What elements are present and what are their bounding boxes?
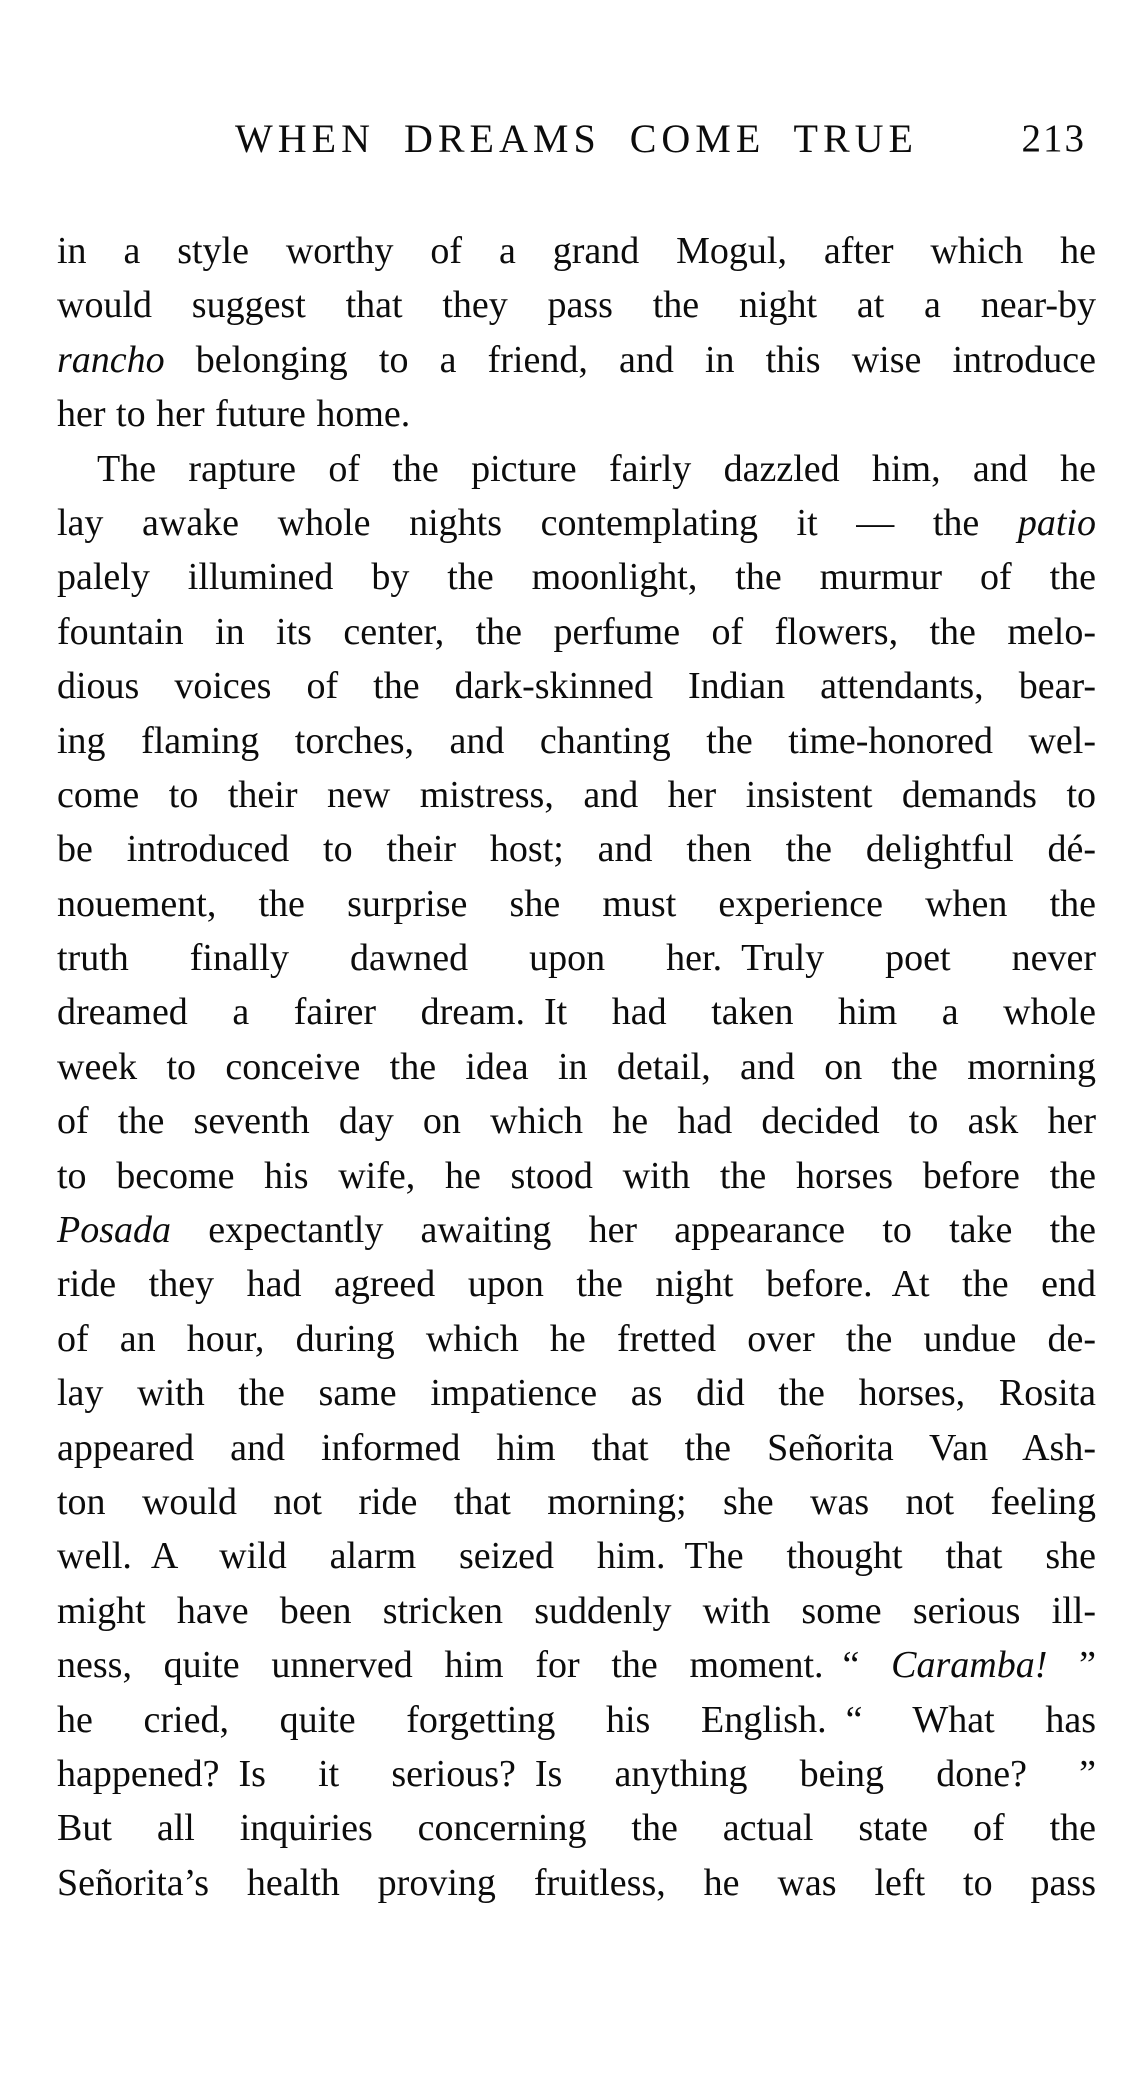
text-line xyxy=(57,442,1096,496)
text-segment: her to her future home. xyxy=(57,393,411,436)
text-segment: he cried, quite forgetting his English. “ What has xyxy=(57,1698,1096,1741)
text-line xyxy=(57,224,1096,278)
text-segment: But all inquiries concerning the actual state of the xyxy=(57,1807,1096,1850)
running-head xyxy=(57,116,1096,162)
text-segment: would suggest that they pass the night at a near-by xyxy=(57,284,1096,327)
italic-text: rancho xyxy=(57,338,165,381)
page-number: 213 xyxy=(1021,117,1086,160)
text-line xyxy=(57,1366,1096,1420)
text-line xyxy=(57,1693,1096,1747)
italic-text: Posada xyxy=(57,1209,171,1252)
text-segment: ton would not ride that morning; she was not feeling xyxy=(57,1480,1096,1523)
text-line xyxy=(57,1312,1096,1366)
text-line xyxy=(57,1421,1096,1475)
text-line xyxy=(57,931,1096,985)
italic-text: patio xyxy=(1017,501,1096,544)
text-segment: happened? Is it serious? Is anything being done? ” xyxy=(57,1752,1096,1795)
text-line xyxy=(57,605,1096,659)
text-segment: ness, quite unnerved him for the moment. “ xyxy=(57,1644,892,1687)
text-line xyxy=(57,1801,1096,1855)
text-line xyxy=(57,714,1096,768)
text-line xyxy=(57,387,1096,441)
text-segment: truth finally dawned upon her. Truly poet never xyxy=(57,937,1096,980)
text-line xyxy=(57,1040,1096,1094)
text-line xyxy=(57,877,1096,931)
text-segment: appeared and informed him that the Señorita Van Ash- xyxy=(57,1426,1096,1469)
text-segment: fountain in its center, the perfume of flowers, the melo- xyxy=(57,610,1096,653)
text-segment: ride they had agreed upon the night before. At the end xyxy=(57,1263,1096,1306)
text-line xyxy=(57,768,1096,822)
text-line xyxy=(57,496,1096,550)
body-text xyxy=(57,224,1096,1910)
text-line xyxy=(57,1584,1096,1638)
text-segment: be introduced to their host; and then the delightful dé- xyxy=(57,828,1096,871)
text-segment: lay awake whole nights contemplating it — the xyxy=(57,501,1018,544)
text-segment: expectantly awaiting her appearance to take the xyxy=(171,1209,1096,1252)
text-segment: belonging to a friend, and in this wise introduce xyxy=(164,338,1096,381)
text-segment: palely illumined by the moonlight, the murmur of the xyxy=(57,556,1096,599)
text-segment: nouement, the surprise she must experience when the xyxy=(57,882,1096,925)
text-line xyxy=(57,1529,1096,1583)
text-line xyxy=(57,1475,1096,1529)
text-segment: dreamed a fairer dream. It had taken him a whole xyxy=(57,991,1096,1034)
text-line xyxy=(57,1747,1096,1801)
running-title: WHEN DREAMS COME TRUE xyxy=(235,116,918,161)
text-segment: ” xyxy=(1047,1644,1096,1687)
text-segment: week to conceive the idea in detail, and on the morning xyxy=(57,1045,1096,1088)
text-line xyxy=(57,1856,1096,1910)
text-line xyxy=(57,1638,1096,1692)
text-line xyxy=(57,822,1096,876)
text-segment: to become his wife, he stood with the horses before the xyxy=(57,1154,1096,1197)
text-segment: dious voices of the dark-skinned Indian attendants, bear- xyxy=(57,665,1096,708)
text-line xyxy=(57,1203,1096,1257)
text-line xyxy=(57,659,1096,713)
text-segment: lay with the same impatience as did the horses, Rosita xyxy=(57,1372,1096,1415)
text-segment: Señorita’s health proving fruitless, he was left to pass xyxy=(57,1861,1096,1904)
text-segment: come to their new mistress, and her insistent demands to xyxy=(57,773,1096,816)
text-line xyxy=(57,1094,1096,1148)
text-line xyxy=(57,985,1096,1039)
text-segment: in a style worthy of a grand Mogul, after which he xyxy=(57,230,1096,272)
text-line xyxy=(57,333,1096,387)
text-segment: The rapture of the picture fairly dazzled him, and he xyxy=(97,447,1096,490)
text-segment: ing flaming torches, and chanting the time-honored wel- xyxy=(57,719,1096,762)
italic-text: Caramba! xyxy=(891,1644,1048,1687)
text-line xyxy=(57,550,1096,604)
text-segment: of an hour, during which he fretted over the undue de- xyxy=(57,1317,1096,1360)
text-segment: of the seventh day on which he had decided to ask her xyxy=(57,1100,1096,1143)
text-segment: well. A wild alarm seized him. The thought that she xyxy=(57,1535,1096,1578)
text-line xyxy=(57,278,1096,332)
text-segment: might have been stricken suddenly with some serious ill- xyxy=(57,1589,1096,1632)
text-line xyxy=(57,1149,1096,1203)
text-line xyxy=(57,1257,1096,1311)
